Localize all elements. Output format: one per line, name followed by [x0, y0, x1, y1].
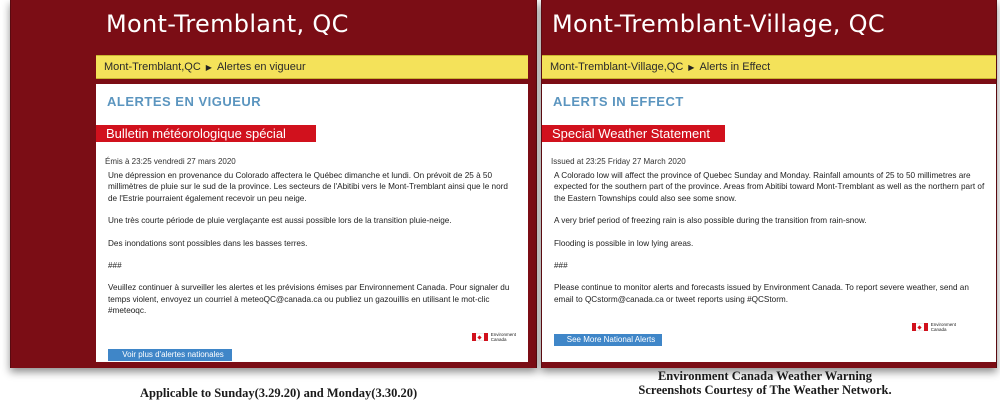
bulletin-title: Bulletin météorologique spécial	[96, 125, 316, 142]
canada-flag-icon	[472, 333, 488, 341]
bulletin-paragraph: Une très courte période de pluie verglaçante est aussi possible lors de la transition pluie-neige.	[108, 216, 452, 226]
breadcrumb	[542, 55, 996, 79]
bulletin-paragraph: Une dépression en provenance du Colorado affectera le Québec dimanche et lundi. On prévoit de 25 à 50 millimètres de pluie sur le sud de la province. Les secteurs de l'Abitibi vers le Mont-Tremblant ainsi que le nord de l'Estrie pourraient également recevoir un peu neige.	[108, 171, 508, 203]
section-title: ALERTS IN EFFECT	[553, 94, 684, 109]
breadcrumb-arrow-icon: ▶	[688, 62, 695, 72]
bulletin-paragraph: A Colorado low will affect the province of Quebec Sunday and Monday. Rainfall amounts of 25 to 50 millimetres are expected for the southern part of the province. Areas from Abitibi toward Mont-Tremblant as well as the northern part of the Eastern Townships could also see some snow.	[554, 171, 985, 203]
alert-content	[96, 84, 528, 362]
alert-content	[542, 84, 996, 362]
issued-timestamp: Émis à 23:25 vendredi 27 mars 2020	[105, 157, 236, 166]
alert-panel-english	[541, 0, 997, 368]
bulletin-title: Special Weather Statement	[542, 125, 725, 142]
breadcrumb	[96, 55, 528, 79]
section-title: ALERTES EN VIGUEUR	[107, 94, 262, 109]
breadcrumb-arrow-icon: ▶	[205, 62, 212, 72]
bulletin-paragraph: ###	[108, 261, 122, 271]
logo-text: Canada	[930, 327, 947, 332]
bulletin-body	[108, 170, 518, 328]
bulletin-paragraph: Flooding is possible in low lying areas.	[554, 238, 694, 248]
caption-credits-line: Screenshots Courtesy of The Weather Network.	[638, 383, 892, 397]
canada-flag-icon	[912, 323, 928, 331]
logo-text: Environment	[930, 322, 956, 327]
city-title: Mont-Tremblant-Village, QC	[552, 10, 885, 38]
bulletin-paragraph: Please continue to monitor alerts and forecasts issued by Environment Canada. To report severe weather, send an email to QCstorm@canada.ca or tweet reports using #QCStorm.	[554, 283, 969, 304]
alert-panel-french	[10, 0, 537, 368]
logo-text: Canada	[490, 337, 507, 342]
environment-canada-logo	[472, 332, 516, 342]
bulletin-paragraph: Des inondations sont possibles dans les basses terres.	[108, 238, 308, 248]
bulletin-paragraph: A very brief period of freezing rain is also possible during the transition from rain-snow.	[554, 216, 867, 226]
logo-text: Environment	[490, 332, 516, 337]
issued-timestamp: Issued at 23:25 Friday 27 March 2020	[551, 157, 686, 166]
bulletin-paragraph: Veuillez continuer à surveiller les alertes et les prévisions émises par Environnement Canada. Pour signaler du temps violent, envoyez un courriel à meteoQC@canada.ca ou publiez un gazouillis en utilisant le mot-clic #meteoqc.	[108, 283, 510, 316]
bulletin-body	[554, 170, 986, 316]
environment-canada-logo	[912, 322, 956, 332]
breadcrumb-current: Alertes en vigueur	[216, 61, 306, 73]
breadcrumb-current: Alerts in Effect	[699, 61, 771, 73]
caption-applicable-dates: Applicable to Sunday(3.29.20) and Monday(3.30.20)	[140, 386, 418, 400]
city-title: Mont-Tremblant, QC	[106, 10, 349, 38]
caption-credits	[610, 369, 920, 397]
breadcrumb-location-link[interactable]: Mont-Tremblant,QC	[104, 61, 201, 73]
more-national-alerts-button[interactable]: Voir plus d'alertes nationales	[108, 349, 232, 361]
bulletin-paragraph: ###	[554, 261, 568, 271]
caption-credits-line: Environment Canada Weather Warning	[657, 369, 873, 383]
breadcrumb-location-link[interactable]: Mont-Tremblant-Village,QC	[550, 61, 684, 73]
more-national-alerts-button[interactable]: See More National Alerts	[554, 334, 662, 346]
